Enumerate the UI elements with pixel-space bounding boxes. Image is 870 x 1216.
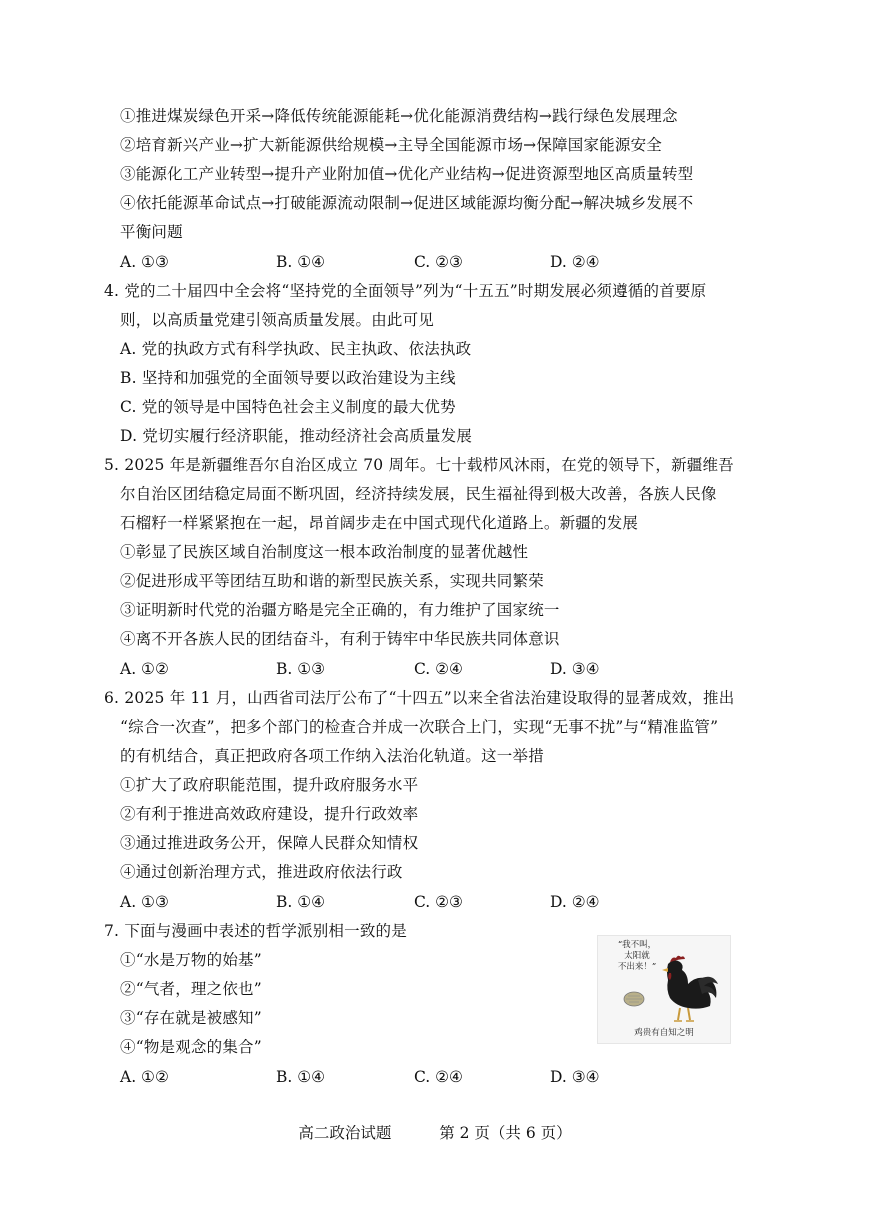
q7-item-3: ③“存在就是被感知” [120,1009,262,1027]
q6-option-a[interactable]: A. ①③ [120,893,169,911]
speech-line-2: 太阳就 [624,951,650,961]
q5-stem-1: 5. 2025 年是新疆维吾尔自治区成立 70 周年。七十载栉风沐雨，在党的领导下，新疆维吾 [104,456,734,474]
q6-stem-3: 的有机结合，真正把政府各项工作纳入法治化轨道。这一举措 [120,747,544,765]
q6-item-4: ④通过创新治理方式，推进政府依法行政 [120,863,403,881]
q4-choice-a[interactable]: A. 党的执政方式有科学执政、民主执政、依法执政 [120,340,472,358]
q3-options [120,252,680,272]
q5-item-4: ④离不开各族人民的团结奋斗，有利于铸牢中华民族共同体意识 [120,630,560,648]
q5-option-a[interactable]: A. ①② [120,660,169,678]
q6-item-3: ③通过推进政务公开，保障人民群众知情权 [120,834,419,852]
cartoon-caption: 鸡贵有自知之明 [634,1028,694,1038]
q6-stem-2: “综合一次查”，把多个部门的检查合并成一次联合上门，实现“无事不扰”与“精准监管” [120,718,719,736]
q4-choice-d[interactable]: D. 党切实履行经济职能，推动经济社会高质量发展 [120,427,473,445]
q5-stem-3: 石榴籽一样紧紧抱在一起，昂首阔步走在中国式现代化道路上。新疆的发展 [120,514,639,532]
q5-option-d[interactable]: D. ③④ [550,660,600,678]
q7-cartoon [597,935,731,1044]
q5-item-2: ②促进形成平等团结互助和谐的新型民族关系，实现共同繁荣 [120,572,544,590]
q5-option-b[interactable]: B. ①③ [276,660,326,678]
q5-item-1: ①彰显了民族区域自治制度这一根本政治制度的显著优越性 [120,543,529,561]
q7-option-a[interactable]: A. ①② [120,1068,169,1086]
q3-option-d[interactable]: D. ②④ [550,253,600,271]
q6-item-2: ②有利于推进高效政府建设，提升行政效率 [120,805,419,823]
q3-item-1: ①推进煤炭绿色开采→降低传统能源能耗→优化能源消费结构→践行绿色发展理念 [120,107,678,125]
q6-option-c[interactable]: C. ②③ [414,893,463,911]
q4-stem-1: 4. 党的二十届四中全会将“坚持党的全面领导”列为“十五五”时期发展必须遵循的首要原 [104,282,707,300]
q4-stem-2: 则，以高质量党建引领高质量发展。由此可见 [120,311,435,329]
q7-option-d[interactable]: D. ③④ [550,1068,600,1086]
speech-line-3: 不出来！” [617,962,657,972]
page-footer [0,1123,870,1143]
q4-choice-c[interactable]: C. 党的领导是中国特色社会主义制度的最大优势 [120,398,456,416]
q3-option-b[interactable]: B. ①④ [276,253,326,271]
q7-options [120,1067,680,1087]
footer-subject: 高二政治试题 [298,1124,392,1142]
q3-item-2: ②培育新兴产业→扩大新能源供给规模→主导全国能源市场→保障国家能源安全 [120,136,662,154]
q7-option-c[interactable]: C. ②④ [414,1068,463,1086]
q7-item-1: ①“水是万物的始基” [120,951,262,969]
q5-option-c[interactable]: C. ②④ [414,660,463,678]
q3-item-3: ③能源化工产业转型→提升产业附加值→优化产业结构→促进资源型地区高质量转型 [120,165,694,183]
q4-choice-b[interactable]: B. 坚持和加强党的全面领导要以政治建设为主线 [120,369,456,387]
q7-option-b[interactable]: B. ①④ [276,1068,326,1086]
q7-item-4: ④“物是观念的集合” [120,1038,262,1056]
speech-line-1: “我不叫， [617,940,657,950]
q3-item-4-cont: 平衡问题 [120,223,183,241]
q6-options [120,892,680,912]
footer-page-number: 第 2 页（共 6 页） [439,1124,572,1142]
q6-stem-1: 6. 2025 年 11 月，山西省司法厅公布了“十四五”以来全省法治建设取得的显著成效，推出 [104,689,735,707]
q3-option-c[interactable]: C. ②③ [414,253,463,271]
cartoon-speech [614,940,660,980]
q5-stem-2: 尔自治区团结稳定局面不断巩固，经济持续发展，民生福祉得到极大改善，各族人民像 [120,485,717,503]
q3-option-a[interactable]: A. ①③ [120,253,169,271]
q5-options [120,659,680,679]
q6-item-1: ①扩大了政府职能范围，提升政府服务水平 [120,776,419,794]
q7-item-2: ②“气者，理之依也” [120,980,262,998]
q6-option-d[interactable]: D. ②④ [550,893,600,911]
q6-option-b[interactable]: B. ①④ [276,893,326,911]
q5-item-3: ③证明新时代党的治疆方略是完全正确的，有力维护了国家统一 [120,601,560,619]
q3-item-4: ④依托能源革命试点→打破能源流动限制→促进区域能源均衡分配→解决城乡发展不 [120,194,694,212]
q7-stem: 7. 下面与漫画中表述的哲学派别相一致的是 [104,922,407,940]
